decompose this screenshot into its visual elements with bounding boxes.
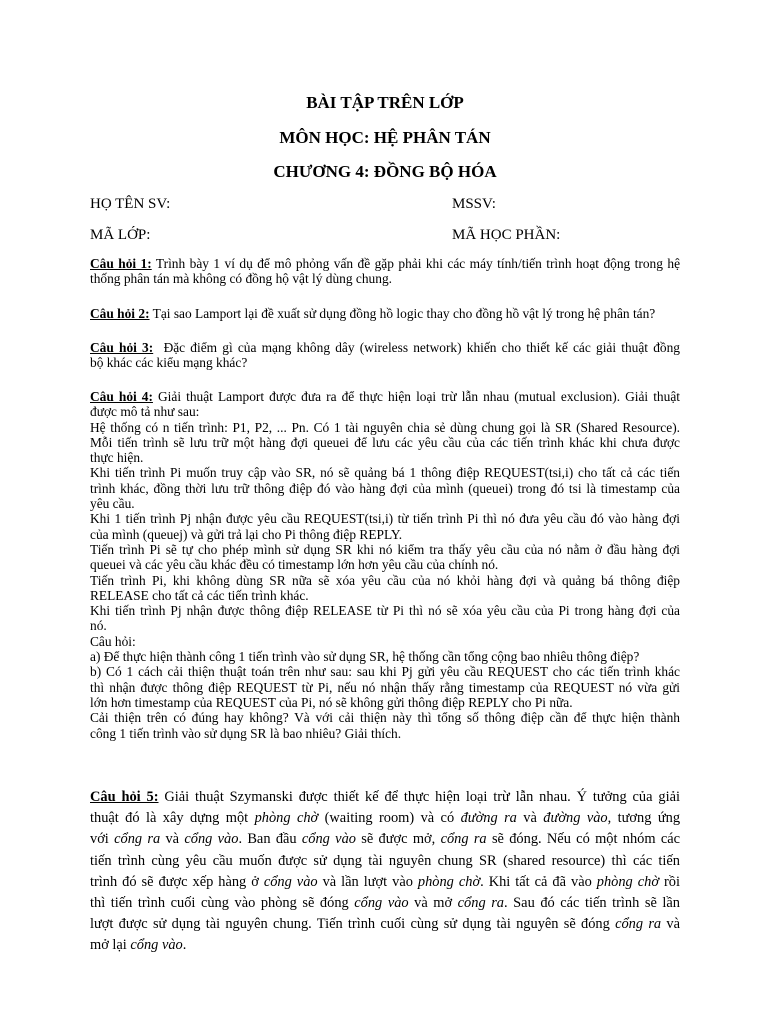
subject-heading: MÔN HỌC: HỆ PHÂN TÁN (279, 128, 491, 147)
term-exit-gate: cổng ra (457, 895, 505, 912)
term-exit-gate: cổng ra (440, 831, 487, 848)
question-1-text: thống phân tán mà không có đồng hộ vật lý dùng chung. (90, 271, 392, 287)
question-5-text: trình đó sẽ được xếp hàng ở (90, 873, 264, 890)
question-4-text: Khi tiến trình Pi muốn truy cập vào SR, nó sẽ quảng bá 1 thông điệp REQUEST(tsi,i) cho tất cả các tiến (90, 465, 680, 481)
question-4-text: queuei và các yêu cầu khác đều có timestamp lớn hơn yêu cầu của chính nó. (90, 557, 499, 573)
course-code-label: MÃ HỌC PHẦN: (452, 227, 561, 243)
question-3-text: bộ khác các kiểu mạng khác? (90, 355, 248, 371)
question-4-subheading: Câu hỏi: (90, 633, 136, 649)
question-2-text: Tại sao Lamport lại đề xuất sử dụng đồng hồ logic thay cho đồng hồ vật lý trong hệ phân tán? (152, 306, 656, 321)
question-4-part-a: a) Để thực hiện thành công 1 tiến trình vào sử dụng SR, hệ thống cần tổng cộng bao nhiêu thông điệp? (90, 649, 640, 665)
question-5 (90, 787, 680, 957)
chapter-heading: CHƯƠNG 4: ĐỒNG BỘ HÓA (273, 162, 497, 181)
question-5-label: Câu hỏi 5: (90, 789, 159, 805)
student-info-row-2 (90, 227, 680, 244)
question-1-text: Trình bày 1 ví dụ để mô phỏng vấn đề gặp phải khi các máy tính/tiến trình hoạt động trong hệ (155, 256, 681, 271)
question-4-text: Tiến trình Pi sẽ tự cho phép mình sử dụng SR khi nó kiểm tra thấy yêu cầu của nó nằm ở đầu hàng đợi (90, 541, 680, 557)
question-5-text: và (661, 916, 681, 933)
question-4-text: Mỗi tiến trình sẽ lưu trữ một hàng đợi queuei để lưu các yêu cầu của các tiến trình khác khi chưa được (90, 434, 680, 450)
term-entry-path: đường vào (543, 810, 608, 827)
question-5-text: (waiting room) và có (318, 810, 461, 827)
question-5-text: với (90, 831, 115, 848)
question-5-text: thuật đó là xây dựng một (90, 810, 255, 827)
question-4-part-b: b) Có 1 cách cải thiện thuật toán trên như sau: sau khi Pj gửi yêu cầu REQUEST cho các tiến trình khác (90, 664, 680, 680)
question-2 (90, 306, 680, 321)
question-5-text: . Khi tất cả đã vào (480, 873, 597, 890)
term-exit-gate: cổng ra (615, 916, 662, 933)
question-3-label: Câu hỏi 3: (90, 340, 154, 355)
question-3-text: Đặc điểm gì của mạng không dây (wireless network) khiến cho thiết kế các giải thuật đồng (163, 340, 680, 355)
question-4-label: Câu hỏi 4: (90, 389, 153, 404)
term-entry-gate: cổng vào (354, 895, 409, 912)
question-2-label: Câu hỏi 2: (90, 306, 150, 321)
question-5-text: và (160, 831, 185, 848)
question-4-text: thực hiện. (90, 450, 144, 466)
term-exit-path: đường ra (460, 810, 517, 827)
question-5-text: sẽ được mở, (355, 831, 441, 848)
document-title: BÀI TẬP TRÊN LỚP (306, 93, 464, 112)
term-exit-gate: cổng ra (114, 831, 161, 848)
question-4-text: Tiến trình Pi, khi không dùng SR nữa sẽ xóa yêu cầu của nó khỏi hàng đợi và quảng bá thông điệp (90, 572, 680, 588)
student-info-row-1 (90, 196, 680, 213)
question-5-text: và (516, 810, 544, 827)
question-5-text: và mở (408, 895, 458, 912)
question-5-text: tiến trình cùng yêu cầu muốn được sử dụng tài nguyên chung SR (shared resource) thì các tiến (90, 852, 680, 869)
question-5-text: , tương ứng (607, 810, 681, 827)
term-entry-gate: cổng vào (263, 873, 318, 890)
question-3 (90, 340, 680, 371)
question-4-part-b: thì nhận được thông điệp REQUEST từ Pi, nếu nó nhận thấy rằng timestamp của REQUEST nó vừa gửi (90, 679, 680, 695)
question-4-text: trình khác, đồng thời lưu trữ thông điệp đó vào hàng đợi của mình (queuei) trong đó tsi là timestamp của (90, 480, 680, 496)
question-4-text: của mình (queuej) và gửi trả lại cho Pi thông điệp REPLY. (90, 526, 403, 542)
question-5-text: rồi (659, 873, 680, 890)
term-entry-gate: cổng vào (184, 831, 239, 848)
question-4-text: nó. (90, 618, 107, 634)
question-5-text: và lần lượt vào (317, 873, 418, 890)
question-5-text: mở lại (90, 937, 131, 954)
term-waiting-room: phòng chờ (417, 873, 481, 890)
term-waiting-room: phòng chờ (254, 810, 319, 827)
question-5-text: lượt được sử dụng tài nguyên chung. Tiến trình cuối cùng sử dụng tài nguyên sẽ đóng (90, 916, 616, 933)
question-5-text: sẽ đóng. Nếu có một nhóm các (486, 831, 680, 848)
question-4-text: Khi tiến trình Pj nhận được thông điệp RELEASE từ Pi thì nó sẽ xóa yêu cầu của Pi trong hàng đợi của (90, 603, 680, 619)
question-4-text: Giải thuật Lamport được đưa ra để thực hiện loại trừ lẫn nhau (mutual exclusion). Giải thuật (158, 389, 680, 404)
question-5-text: Giải thuật Szymanski được thiết kế để thực hiện loại trừ lẫn nhau. Ý tưởng của giải (164, 789, 680, 805)
question-4-text: Khi 1 tiến trình Pj nhận được yêu cầu REQUEST(tsi,i) từ tiến trình Pi thì nó đưa yêu cầu đó vào hàng đợi (90, 511, 680, 527)
question-5-text: . Ban đầu (238, 831, 302, 848)
question-4-text: Hệ thống có n tiến trình: P1, P2, ... Pn. Có 1 tài nguyên chia sẻ dùng chung gọi là SR (Shared Resource). (90, 419, 680, 435)
question-4-text: công 1 tiến trình vào sử dụng SR là bao nhiêu? Giải thích. (90, 725, 402, 741)
term-waiting-room: phòng chờ (596, 873, 659, 890)
question-4-text: được mô tả như sau: (90, 404, 200, 420)
question-5-text: thì tiến trình cuối cùng vào phòng sẽ đóng (90, 895, 355, 912)
term-entry-gate: cổng vào (301, 831, 356, 848)
question-5-text: . (182, 937, 187, 954)
question-5-text: . Sau đó các tiến trình sẽ lần (504, 895, 681, 912)
question-4-text: yêu cầu. (90, 496, 135, 512)
term-entry-gate: cổng vào (130, 937, 183, 954)
question-1-label: Câu hỏi 1: (90, 256, 152, 271)
question-4-text: Cải thiện trên có đúng hay không? Và với cải thiện này thì tổng số thông điệp cần để thực hiện thành (90, 710, 680, 726)
question-4 (90, 389, 680, 741)
class-code-label: MÃ LỚP: (90, 227, 151, 243)
student-id-label: MSSV: (452, 196, 496, 212)
question-4-part-b: lớn hơn timestamp của REQUEST của Pi, nó sẽ không gửi thông điệp REPLY cho Pi nữa. (90, 694, 573, 710)
question-1 (90, 256, 680, 287)
student-name-label: HỌ TÊN SV: (90, 196, 171, 212)
question-4-text: RELEASE cho tất cả các tiến trình khác. (90, 587, 309, 603)
